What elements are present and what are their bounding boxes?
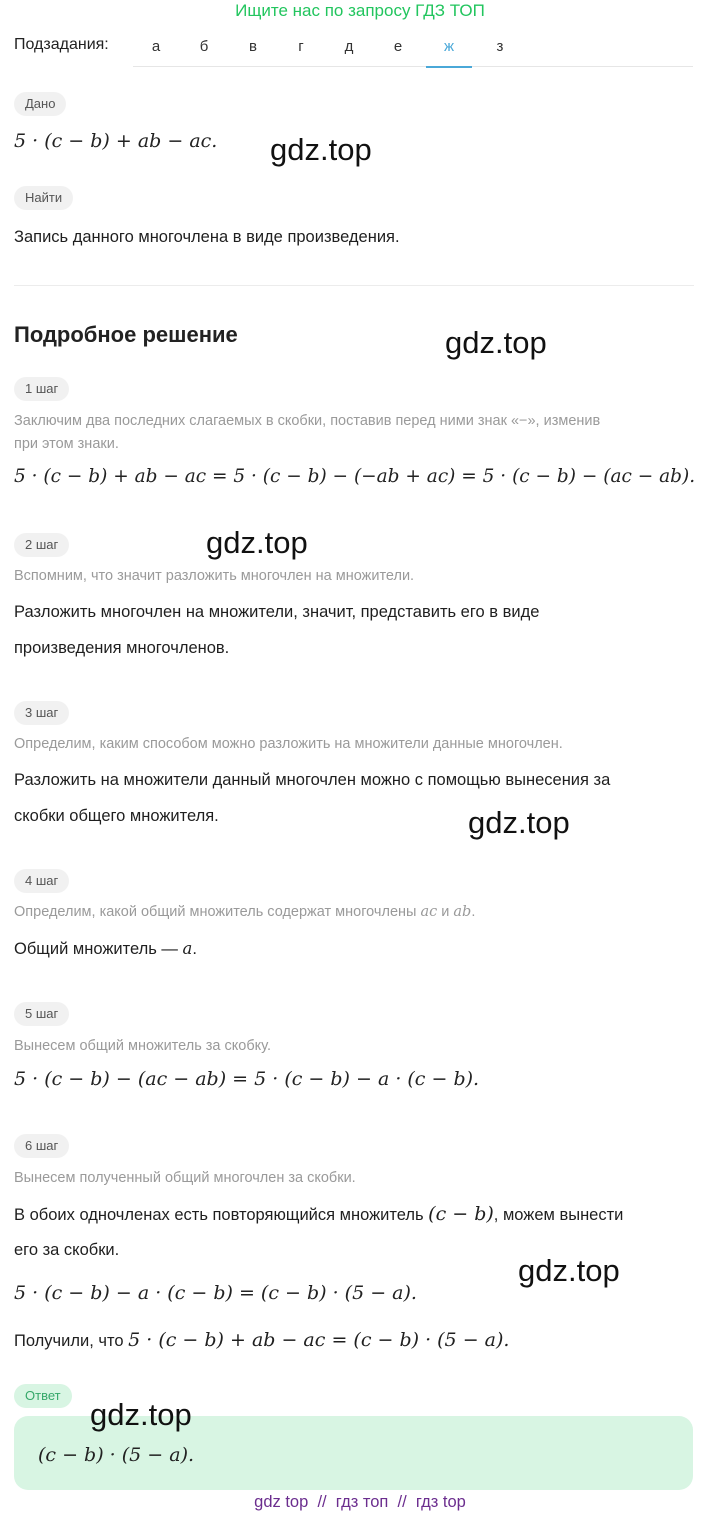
find-badge: Найти	[14, 186, 73, 210]
step-hint: Вынесем полученный общий многочлен за скобки.	[14, 1170, 356, 1186]
watermark: gdz.top	[518, 1253, 620, 1288]
step-badge: 4 шаг	[14, 869, 69, 893]
step-text: В обоих одночленах есть повторяющийся множитель (c − b), можем вынести	[14, 1203, 624, 1225]
step-hint: Заключим два последних слагаемых в скобки, поставив перед ними знак «−», изменив	[14, 413, 601, 429]
answer-badge: Ответ	[14, 1384, 72, 1408]
promo-banner[interactable]: Ищите нас по запросу ГДЗ ТОП	[235, 1, 485, 20]
step-hint: Определим, каким способом можно разложить на множители данные многочлен.	[14, 736, 563, 752]
step-text: Разложить многочлен на множители, значит, представить его в виде	[14, 603, 540, 621]
tab-v[interactable]: в	[249, 38, 257, 55]
step-badge: 5 шаг	[14, 1002, 69, 1026]
step-text: скобки общего множителя.	[14, 807, 219, 825]
solution-title: Подробное решение	[14, 322, 238, 347]
result-text: Получили, что 5 · (c − b) + ab − ac = (c − b) · (5 − a).	[14, 1329, 510, 1351]
step-badge: 3 шаг	[14, 701, 69, 725]
step-badge: 1 шаг	[14, 377, 69, 401]
step-badge: 6 шаг	[14, 1134, 69, 1158]
step-expression: 5 · (c − b) + ab − ac = 5 · (c − b) − (−ab + ac) = 5 · (c − b) − (ac − ab).	[14, 466, 696, 487]
tab-zh[interactable]: ж	[426, 36, 472, 58]
step-text: Общий множитель — a.	[14, 939, 197, 958]
step-hint: Вынесем общий множитель за скобку.	[14, 1038, 271, 1054]
subtasks-label: Подзадания:	[14, 36, 109, 53]
watermark: gdz.top	[445, 325, 547, 360]
watermark: gdz.top	[206, 525, 308, 560]
step-hint: Вспомним, что значит разложить многочлен на множители.	[14, 568, 415, 584]
tab-d[interactable]: д	[344, 38, 354, 55]
answer-expression: (c − b) · (5 − a).	[38, 1444, 195, 1466]
step-text: произведения многочленов.	[14, 639, 230, 657]
footer-links[interactable]: gdz top // гдз топ // гдз top	[254, 1493, 466, 1511]
step-hint: Определим, какой общий множитель содержат многочлены ac и ab.	[14, 904, 476, 920]
step-text: его за скобки.	[14, 1241, 120, 1259]
watermark: gdz.top	[90, 1397, 192, 1432]
tab-a[interactable]: а	[151, 38, 161, 55]
step-text: Разложить на множители данный многочлен можно с помощью вынесения за	[14, 771, 611, 789]
subtasks-tabs	[133, 30, 693, 67]
watermark: gdz.top	[270, 132, 372, 167]
step-expression: 5 · (c − b) − a · (c − b) = (c − b) · (5 − a).	[14, 1282, 417, 1304]
tab-z[interactable]: з	[496, 38, 504, 55]
step-hint: при этом знаки.	[14, 436, 119, 452]
divider	[14, 285, 694, 286]
tab-b[interactable]: б	[199, 38, 209, 55]
given-expression: 5 · (c − b) + ab − ac.	[14, 130, 218, 152]
step-badge: 2 шаг	[14, 533, 69, 557]
step-expression: 5 · (c − b) − (ac − ab) = 5 · (c − b) − a · (c − b).	[14, 1068, 480, 1090]
find-text: Запись данного многочлена в виде произведения.	[14, 228, 400, 246]
tab-g[interactable]: г	[298, 38, 304, 55]
tab-e[interactable]: е	[393, 38, 403, 55]
watermark: gdz.top	[468, 805, 570, 840]
given-badge: Дано	[14, 92, 66, 116]
